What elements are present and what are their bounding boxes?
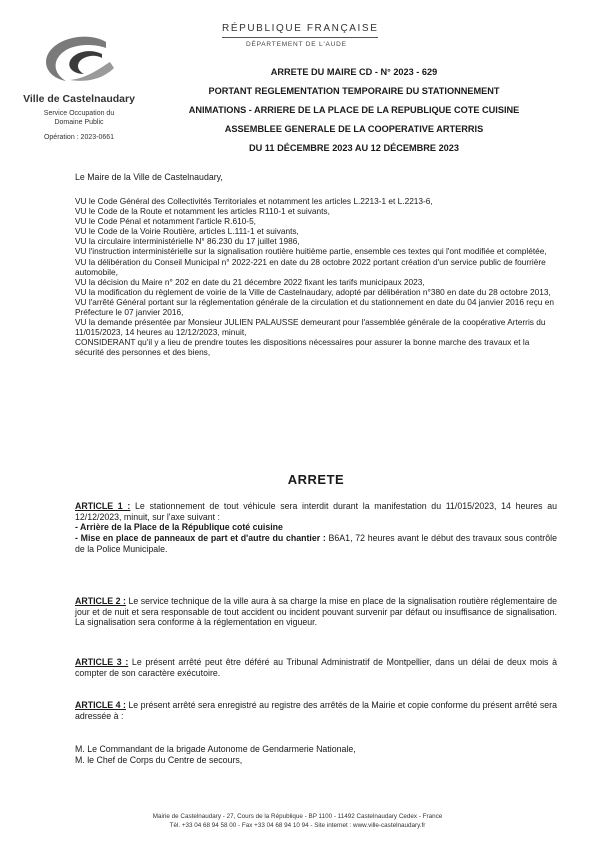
article-1-bullet: - Arrière de la Place de la République coté cuisine — [75, 522, 283, 533]
operation-number: Opération : 2023-0661 — [43, 134, 115, 141]
recipients-list — [75, 744, 557, 765]
reference-item: VU le Code de la Route et notamment les articles R110-1 et suivants, — [75, 206, 330, 217]
reference-item: VU l'instruction interministérielle sur la signalisation routière huitième partie, ensemble ces textes qui l'ont modifiée et complétée, — [75, 246, 547, 257]
heading-line: PORTANT REGLEMENTATION TEMPORAIRE DU STATIONNEMENT — [208, 86, 500, 96]
mayor-intro: Le Maire de la Ville de Castelnaudary, — [75, 172, 223, 182]
page-footer — [100, 812, 495, 830]
article-2 — [75, 596, 557, 628]
reference-item: VU l'arrêté Général portant sur la réglementation générale de la circulation et du stationnement en date du 04 janvier 2016 reçu en Préfecture le 07 janvier 2016, — [75, 296, 554, 318]
city-name: Ville de Castelnaudary — [23, 93, 135, 105]
decree-heading — [150, 63, 558, 158]
article-1 — [75, 501, 557, 555]
footer-contact: Tél. +33 04 68 94 58 00 - Fax +33 04 68 94 10 94 - Site internet : www.ville-castelnaudary.fr — [169, 822, 426, 829]
article-4 — [75, 700, 557, 721]
reference-item: VU la délibération du Conseil Municipal n° 2022-221 en date du 28 octobre 2022 portant création d'un service public de fourrière automobile, — [75, 256, 546, 277]
reference-item: VU le Code Général des Collectivités Territoriales et notamment les articles L.2213-1 et L.2213-6, — [75, 196, 433, 206]
recipient-item: M. le Chef de Corps du Centre de secours, — [75, 754, 243, 765]
legal-references — [75, 196, 557, 358]
department-title: DÉPARTEMENT DE L'AUDE — [246, 41, 347, 48]
heading-line: ASSEMBLEE GENERALE DE LA COOPERATIVE ARTERRIS — [224, 124, 484, 134]
article-3 — [75, 657, 557, 678]
footer-address: Mairie de Castelnaudary - 27, Cours de la République - BP 1100 - 11492 Castelnaudary Cedex - France — [152, 813, 443, 820]
article-2-text: ARTICLE 2 : Le service technique de la ville aura à sa charge la mise en place de la signalisation routière réglementaire de jour et de nuit et sera responsable de tout accident ou incident pouvant survenir par défaut ou insuffisance de signalisation. La signalisation sera conforme à la réglementation en vigueur. — [75, 596, 557, 628]
article-1-bullet: - Mise en place de panneaux de part et d'autre du chantier : B6A1, 72 heures avant le début des travaux sous contrôle de la Police Municipale. — [75, 533, 557, 554]
reference-item: CONSIDERANT qu'il y a lieu de prendre toutes les dispositions nécessaires pour assurer la bonne marche des travaux et la sécurité des personnes et des biens, — [75, 337, 530, 358]
arrete-title: ARRETE — [287, 472, 345, 487]
reference-item: VU le Code de la Voirie Routière, articles L.111-1 et suivants, — [75, 226, 299, 237]
republic-divider — [222, 37, 378, 38]
reference-item: VU le Code Pénal et notamment l'article R.610-5, — [75, 216, 256, 227]
recipient-item: M. Le Commandant de la brigade Autonome de Gendarmerie Nationale, — [75, 744, 356, 754]
article-4-text: ARTICLE 4 : Le présent arrêté sera enregistré au registre des arrêtés de la Mairie et copie conforme du présent arrêté sera adressée à : — [75, 700, 558, 721]
article-1-text: ARTICLE 1 : Le stationnement de tout véhicule sera interdit durant la manifestation du 11/015/2023, 14 heures au 12/12/2023, minuit, sur l'axe suivant : — [75, 501, 558, 522]
reference-item: VU la modification du règlement de voirie de la Ville de Castelnaudary, adopté par délibération n°380 en date du 28 octobre 2013, — [75, 286, 551, 297]
reference-item: VU la circulaire interministérielle N° 86.230 du 17 juillet 1986, — [75, 236, 300, 247]
city-logo — [40, 34, 120, 84]
heading-line: ANIMATIONS - ARRIERE DE LA PLACE DE LA REPUBLIQUE COTE CUISINE — [188, 105, 520, 115]
reference-item: VU la demande présentée par Monsieur JULIEN PALAUSSE demeurant pour l'assemblée générale de la coopérative Arterris du 11/015/2023, 14 heures au 12/12/2023, minuit, — [75, 317, 546, 338]
republic-title: RÉPUBLIQUE FRANÇAISE — [222, 23, 379, 34]
reference-item: VU la décision du Maire n° 202 en date du 21 décembre 2022 fixant les tarifs municipaux 2023, — [75, 276, 425, 287]
service-name: Service Occupation du Domaine Public — [43, 110, 115, 126]
heading-line: ARRETE DU MAIRE CD - N° 2023 - 629 — [270, 67, 438, 77]
article-3-text: ARTICLE 3 : Le présent arrêté peut être déféré au Tribunal Administratif de Montpellier, dans un délai de deux mois à compter de son caractère exécutoire. — [75, 657, 558, 678]
heading-line: DU 11 DÉCEMBRE 2023 AU 12 DÉCEMBRE 2023 — [248, 143, 460, 153]
